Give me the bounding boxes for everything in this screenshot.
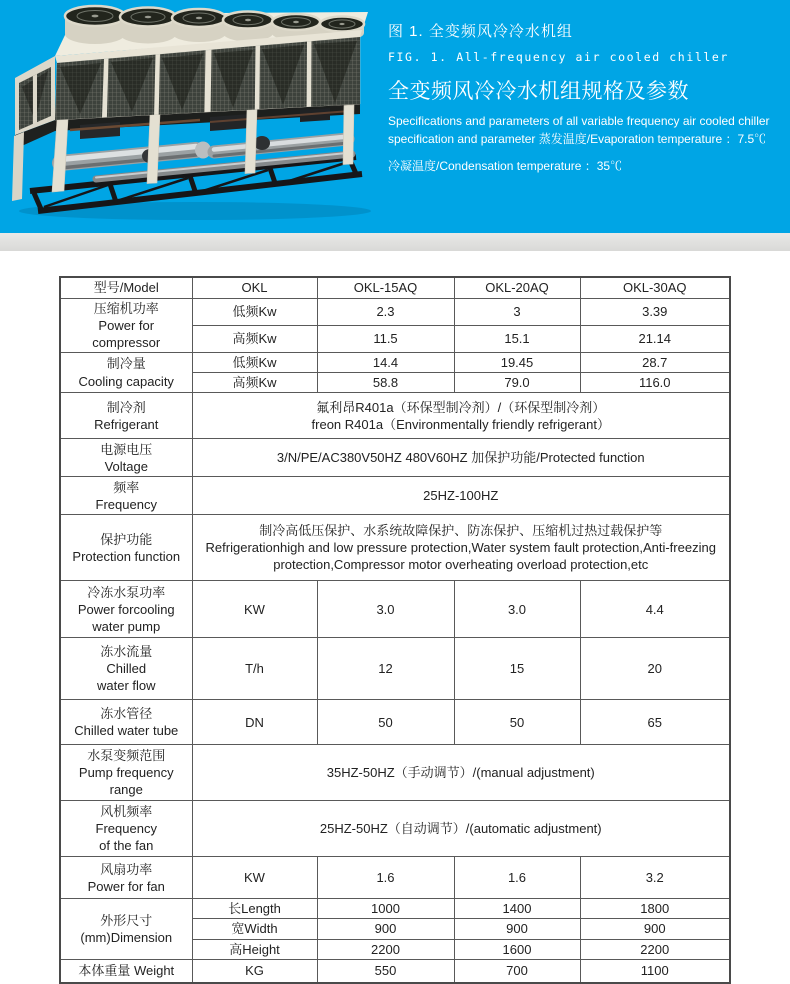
spec-value-cell: 700 xyxy=(454,959,580,983)
spec-label-cell: 水泵变频范围 Pump frequency range xyxy=(60,745,192,801)
spec-value-cell: 15.1 xyxy=(454,325,580,352)
spec-unit-cell: 宽Width xyxy=(192,919,317,939)
spec-unit-cell: 高Height xyxy=(192,939,317,959)
spec-label-cell: 型号/Model xyxy=(60,277,192,298)
page-title: 全变频风冷冷水机组规格及参数 xyxy=(388,80,689,103)
spec-unit-cell: KG xyxy=(192,959,317,983)
spec-row xyxy=(60,515,730,581)
spec-value-cell: 3.0 xyxy=(317,581,454,638)
spec-value-cell: 50 xyxy=(317,700,454,745)
spec-unit-cell: 长Length xyxy=(192,899,317,919)
spec-label-cell: 电源电压 Voltage xyxy=(60,439,192,477)
spec-value-cell: 1400 xyxy=(454,899,580,919)
figure-caption-zh: 图 1. 全变频风冷冷水机组 xyxy=(388,23,573,40)
spec-description-line2: specification and parameter 蒸发温度/Evaporation temperature ：7.5℃ xyxy=(388,132,767,146)
spec-label-cell: 外形尺寸 (mm)Dimension xyxy=(60,899,192,959)
spec-row xyxy=(60,857,730,899)
spec-section xyxy=(0,251,790,984)
spec-label-cell: 保护功能 Protection function xyxy=(60,515,192,581)
spec-value-cell: 2200 xyxy=(317,939,454,959)
spec-label-cell: 本体重量 Weight xyxy=(60,959,192,983)
spec-value-cell: 900 xyxy=(580,919,730,939)
spec-value-cell: 4.4 xyxy=(580,581,730,638)
spec-value-cell: 21.14 xyxy=(580,325,730,352)
spec-value-cell: 28.7 xyxy=(580,352,730,372)
spec-value-cell: 65 xyxy=(580,700,730,745)
spec-value-cell: 1600 xyxy=(454,939,580,959)
spec-label-cell: 冻水流量 Chilled water flow xyxy=(60,638,192,700)
spec-value-cell: 116.0 xyxy=(580,373,730,393)
spec-row xyxy=(60,581,730,638)
spec-label-cell: 制冷剂 Refrigerant xyxy=(60,393,192,439)
spec-row xyxy=(60,959,730,983)
spec-value-cell: 50 xyxy=(454,700,580,745)
spec-row xyxy=(60,439,730,477)
spec-value-cell: 900 xyxy=(317,919,454,939)
spec-row xyxy=(60,638,730,700)
spec-wide-cell: 3/N/PE/AC380V50HZ 480V60HZ 加保护功能/Protected function xyxy=(192,439,730,477)
spec-table xyxy=(59,276,731,984)
spec-value-cell: OKL-20AQ xyxy=(454,277,580,298)
spec-value-cell: 20 xyxy=(580,638,730,700)
spec-wide-cell: 氟利昂R401a（环保型制冷剂）/（环保型制冷剂） freon R401a（Environmentally friendly refrigerant） xyxy=(192,393,730,439)
spec-value-cell: 12 xyxy=(317,638,454,700)
spec-value-cell: 19.45 xyxy=(454,352,580,372)
spec-value-cell: 3.39 xyxy=(580,298,730,325)
spec-row xyxy=(60,477,730,515)
spec-value-cell: 14.4 xyxy=(317,352,454,372)
spec-label-cell: 压缩机功率 Power for compressor xyxy=(60,298,192,352)
spec-value-cell: 15 xyxy=(454,638,580,700)
spec-unit-cell: DN xyxy=(192,700,317,745)
spec-value-cell: 1800 xyxy=(580,899,730,919)
spec-unit-cell: T/h xyxy=(192,638,317,700)
spec-row xyxy=(60,277,730,298)
spec-unit-cell: KW xyxy=(192,581,317,638)
spec-value-cell: 550 xyxy=(317,959,454,983)
hero-banner xyxy=(0,0,790,233)
figure-caption-en: FIG. 1. All-frequency air cooled chiller xyxy=(388,50,729,64)
spec-label-cell: 冻水管径 Chilled water tube xyxy=(60,700,192,745)
spec-value-cell: 79.0 xyxy=(454,373,580,393)
spec-label-cell: 频率 Frequency xyxy=(60,477,192,515)
spec-unit-cell: 低频Kw xyxy=(192,352,317,372)
spec-label-cell: 冷冻水泵功率 Power forcooling water pump xyxy=(60,581,192,638)
spec-wide-cell: 25HZ-100HZ xyxy=(192,477,730,515)
spec-value-cell: 3.2 xyxy=(580,857,730,899)
chiller-product-image xyxy=(0,0,385,233)
spec-row xyxy=(60,700,730,745)
spec-unit-cell: OKL xyxy=(192,277,317,298)
spec-description-line1: Specifications and parameters of all variable frequency air cooled chiller xyxy=(388,114,770,128)
spec-value-cell: OKL-30AQ xyxy=(580,277,730,298)
condensation-temperature-line: 冷凝温度/Condensation temperature ：35℃ xyxy=(388,159,623,173)
spec-unit-cell: 高频Kw xyxy=(192,325,317,352)
divider-band xyxy=(0,233,790,251)
spec-row xyxy=(60,801,730,857)
spec-value-cell: 11.5 xyxy=(317,325,454,352)
spec-wide-cell: 制冷高低压保护、水系统故障保护、防冻保护、压缩机过热过载保护等 Refrigerationhigh and low pressure protection,Water system fault protection,Anti-freezing protection,Compressor motor overheating overload protection,etc xyxy=(192,515,730,581)
spec-unit-cell: 低频Kw xyxy=(192,298,317,325)
spec-row xyxy=(60,352,730,372)
spec-table-body xyxy=(60,277,730,983)
spec-unit-cell: KW xyxy=(192,857,317,899)
spec-label-cell: 风扇功率 Power for fan xyxy=(60,857,192,899)
spec-wide-cell: 25HZ-50HZ（自动调节）/(automatic adjustment) xyxy=(192,801,730,857)
spec-value-cell: 1000 xyxy=(317,899,454,919)
spec-value-cell: 1.6 xyxy=(454,857,580,899)
spec-label-cell: 风机频率 Frequency of the fan xyxy=(60,801,192,857)
spec-label-cell: 制冷量 Cooling capacity xyxy=(60,352,192,392)
spec-unit-cell: 高频Kw xyxy=(192,373,317,393)
spec-row xyxy=(60,393,730,439)
spec-value-cell: 2200 xyxy=(580,939,730,959)
spec-value-cell: 3.0 xyxy=(454,581,580,638)
spec-value-cell: 2.3 xyxy=(317,298,454,325)
spec-value-cell: 3 xyxy=(454,298,580,325)
spec-row xyxy=(60,298,730,325)
spec-value-cell: 58.8 xyxy=(317,373,454,393)
spec-value-cell: 1100 xyxy=(580,959,730,983)
spec-value-cell: 1.6 xyxy=(317,857,454,899)
spec-row xyxy=(60,899,730,919)
spec-row xyxy=(60,745,730,801)
spec-value-cell: OKL-15AQ xyxy=(317,277,454,298)
spec-value-cell: 900 xyxy=(454,919,580,939)
spec-wide-cell: 35HZ-50HZ（手动调节）/(manual adjustment) xyxy=(192,745,730,801)
